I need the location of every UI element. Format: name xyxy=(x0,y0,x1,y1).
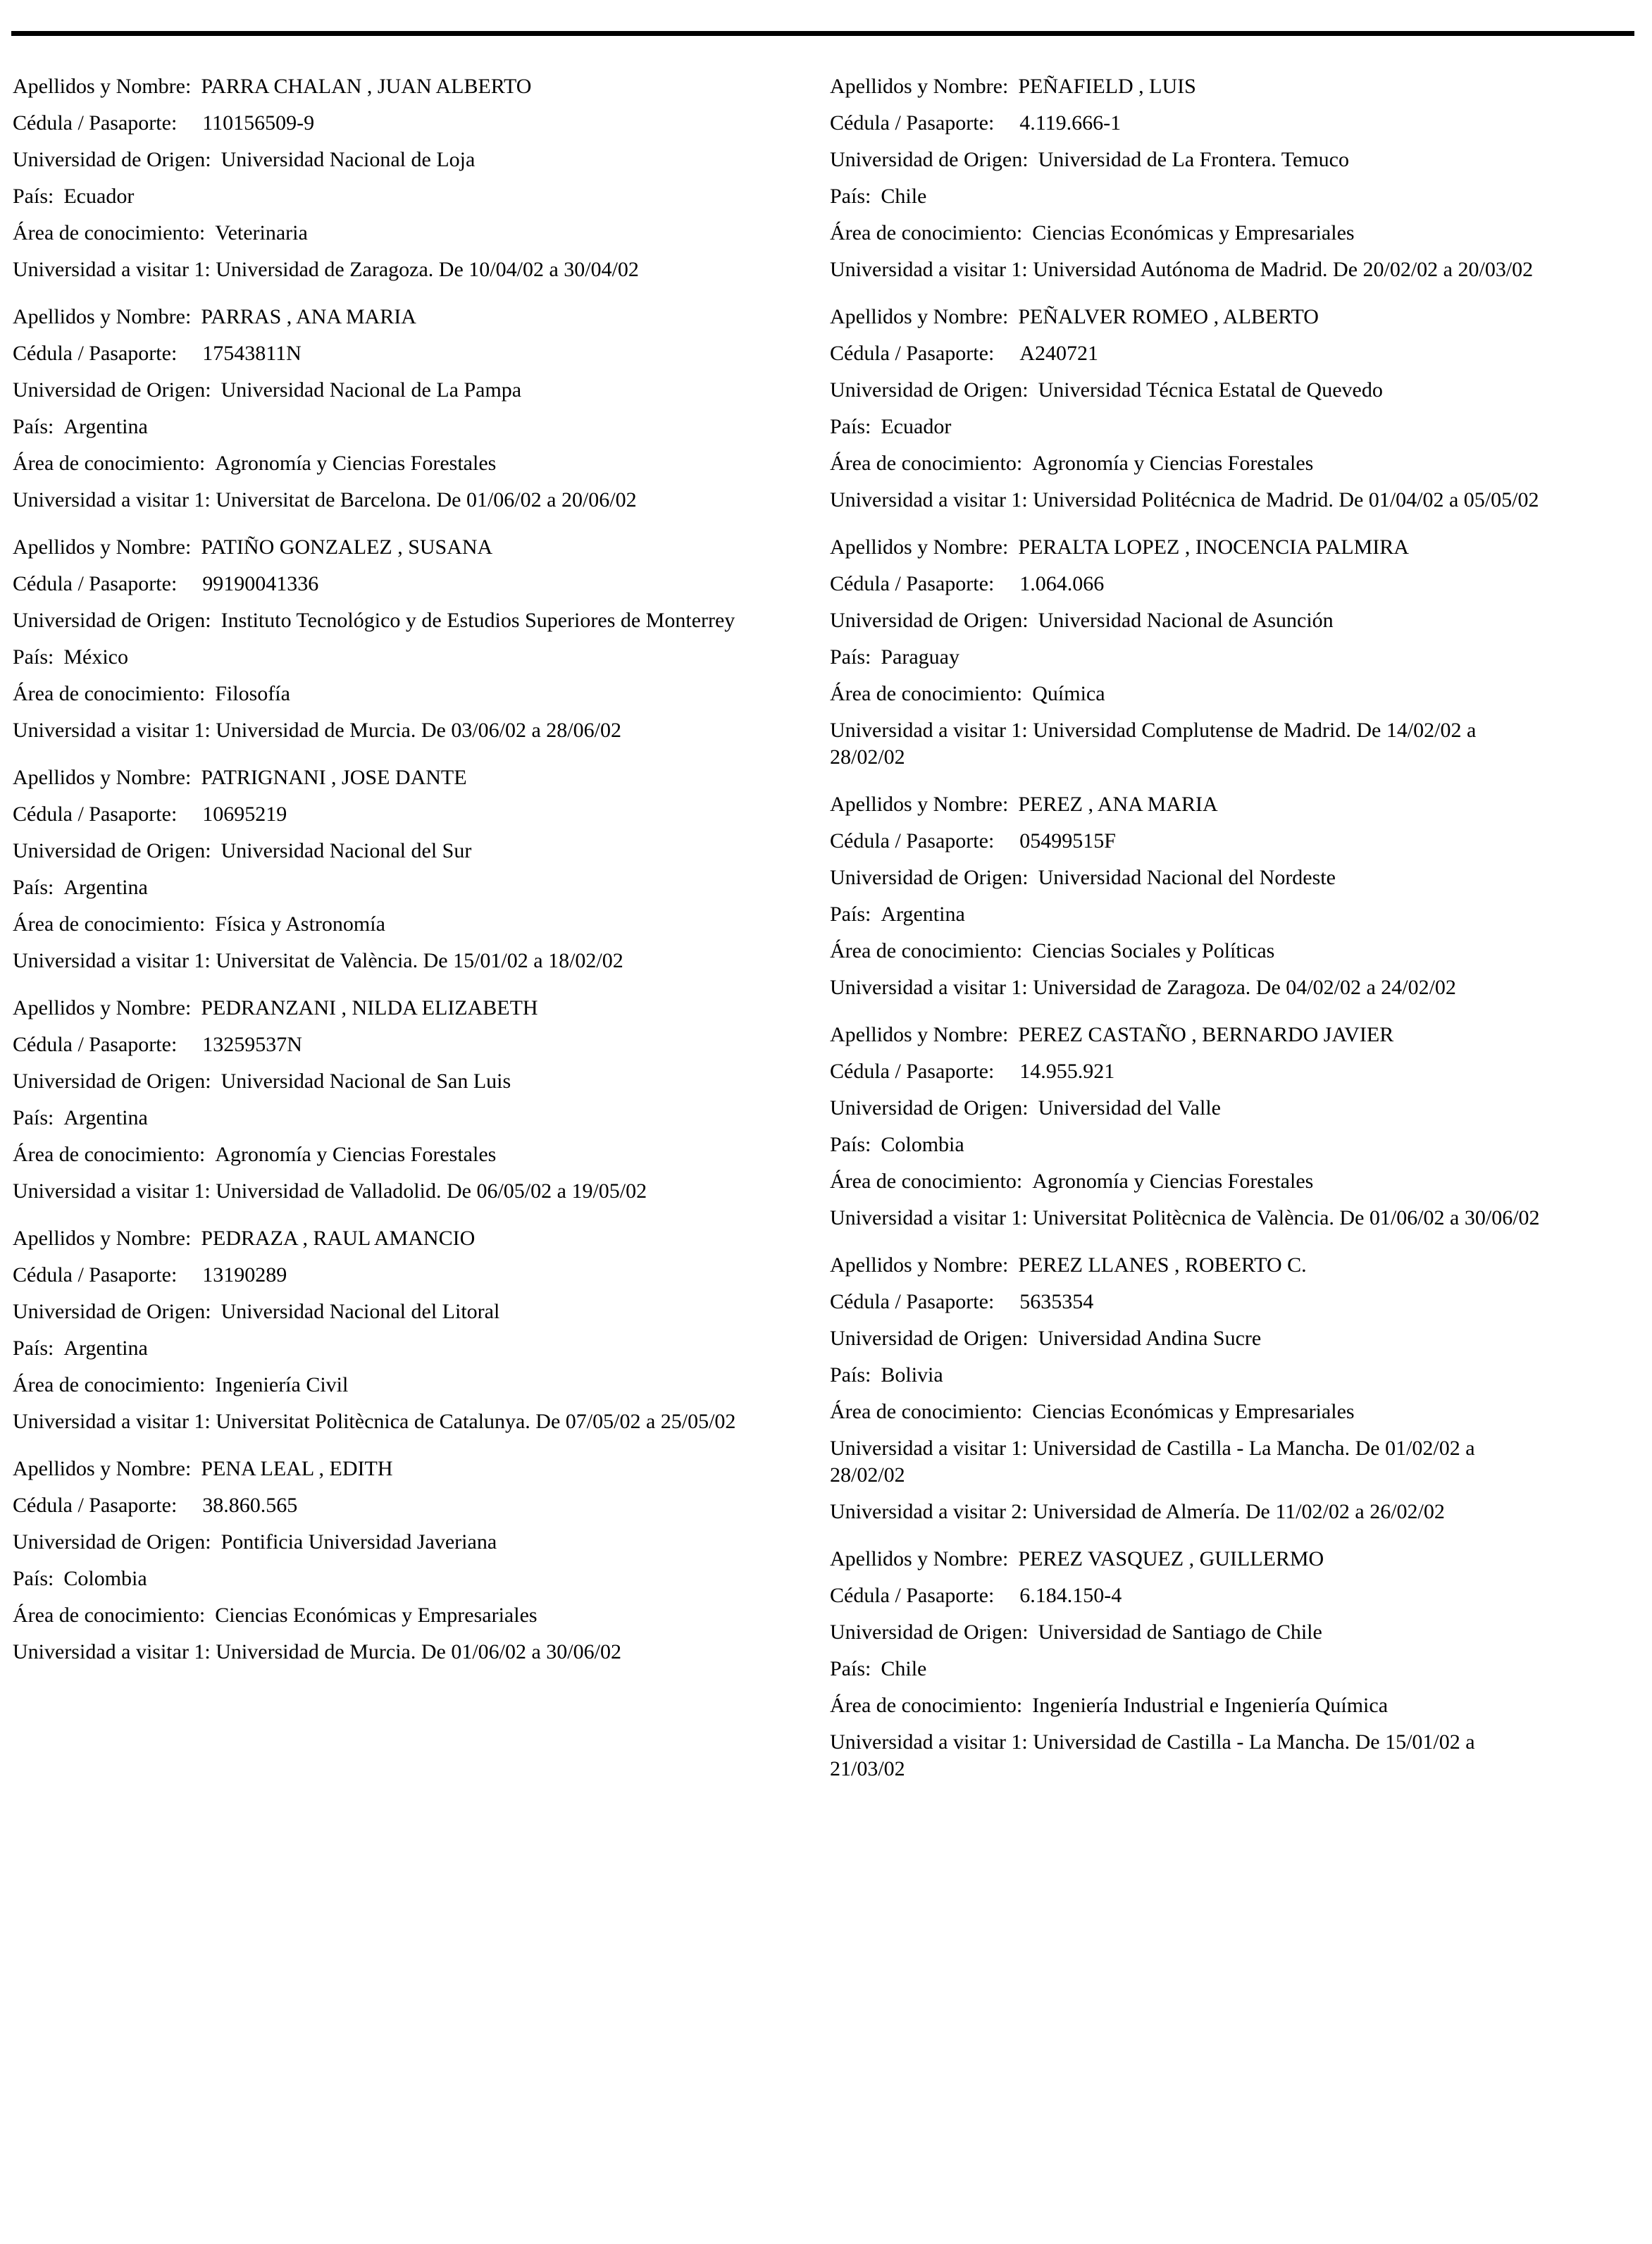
country-label: País: xyxy=(13,1567,54,1590)
record-entry xyxy=(13,73,816,283)
id-value: 14.955.921 xyxy=(1019,1060,1115,1083)
id-value: 05499515F xyxy=(1019,829,1116,853)
origin-value: Universidad Nacional de Asunción xyxy=(1038,609,1334,632)
visit-row: Universidad a visitar 1: Universidad de Castilla - La Mancha. De 01/02/02 a 28/02/02 xyxy=(830,1437,1475,1487)
id-label: Cédula / Pasaporte: xyxy=(830,572,995,595)
origin-label: Universidad de Origen: xyxy=(13,609,211,632)
id-value: 1.064.066 xyxy=(1019,572,1105,595)
name-label: Apellidos y Nombre: xyxy=(13,75,192,98)
area-label: Área de conocimiento: xyxy=(830,939,1023,962)
origin-label: Universidad de Origen: xyxy=(13,1070,211,1093)
area-label: Área de conocimiento: xyxy=(13,682,206,705)
name-value: PEREZ CASTAÑO , BERNARDO JAVIER xyxy=(1018,1023,1394,1046)
name-row xyxy=(830,1022,1640,1048)
visit-row: Universidad a visitar 1: Universidad Politécnica de Madrid. De 01/04/02 a 05/05/02 xyxy=(830,488,1539,512)
name-value: PEREZ VASQUEZ , GUILLERMO xyxy=(1018,1547,1324,1570)
area-value: Agronomía y Ciencias Forestales xyxy=(1032,452,1314,475)
country-label: País: xyxy=(830,903,871,926)
origin-value: Universidad Nacional de La Pampa xyxy=(221,378,522,402)
origin-row xyxy=(13,1298,816,1325)
origin-row xyxy=(830,377,1640,404)
id-row xyxy=(13,110,816,137)
country-label: País: xyxy=(13,876,54,899)
country-label: País: xyxy=(13,645,54,669)
top-rule xyxy=(11,31,1634,36)
id-value: 6.184.150-4 xyxy=(1019,1584,1122,1607)
country-value: Ecuador xyxy=(63,185,135,208)
country-label: País: xyxy=(830,1657,871,1680)
visit-row: Universidad a visitar 1: Universidad de Castilla - La Mancha. De 15/01/02 a 21/03/02 xyxy=(830,1730,1475,1780)
area-value: Agronomía y Ciencias Forestales xyxy=(215,1143,497,1166)
name-row xyxy=(830,791,1640,818)
origin-value: Universidad de La Frontera. Temuco xyxy=(1038,148,1349,171)
country-row xyxy=(13,414,816,440)
origin-label: Universidad de Origen: xyxy=(830,148,1029,171)
id-label: Cédula / Pasaporte: xyxy=(830,111,995,135)
name-label: Apellidos y Nombre: xyxy=(830,1547,1009,1570)
record-entry xyxy=(830,791,1640,1001)
name-value: PEDRAZA , RAUL AMANCIO xyxy=(201,1227,476,1250)
id-row xyxy=(830,340,1640,367)
country-row xyxy=(13,1105,816,1132)
id-row xyxy=(13,801,816,828)
origin-row xyxy=(13,607,816,634)
origin-label: Universidad de Origen: xyxy=(13,1300,211,1323)
visit-row: Universidad a visitar 1: Universidad de Zaragoza. De 04/02/02 a 24/02/02 xyxy=(830,976,1456,999)
id-row xyxy=(13,340,816,367)
origin-label: Universidad de Origen: xyxy=(830,609,1029,632)
area-value: Ciencias Económicas y Empresariales xyxy=(1032,1400,1355,1423)
origin-label: Universidad de Origen: xyxy=(13,839,211,862)
record-entry xyxy=(830,304,1640,514)
id-label: Cédula / Pasaporte: xyxy=(13,111,178,135)
record-entry xyxy=(830,1022,1640,1232)
record-entry xyxy=(13,304,816,514)
id-label: Cédula / Pasaporte: xyxy=(13,1494,178,1517)
id-value: 38.860.565 xyxy=(202,1494,298,1517)
area-value: Física y Astronomía xyxy=(215,912,385,936)
name-value: PATIÑO GONZALEZ , SUSANA xyxy=(201,535,493,559)
origin-label: Universidad de Origen: xyxy=(830,1620,1029,1644)
id-row xyxy=(830,828,1640,855)
origin-label: Universidad de Origen: xyxy=(830,1327,1029,1350)
record-entry xyxy=(13,1456,816,1666)
visit-row: Universidad a visitar 1: Universidad de Zaragoza. De 10/04/02 a 30/04/02 xyxy=(13,258,639,281)
name-value: PEREZ , ANA MARIA xyxy=(1018,793,1218,816)
id-label: Cédula / Pasaporte: xyxy=(830,829,995,853)
area-row xyxy=(830,938,1640,965)
name-row xyxy=(830,1546,1640,1573)
id-row xyxy=(13,1492,816,1519)
id-label: Cédula / Pasaporte: xyxy=(830,1584,995,1607)
origin-row xyxy=(13,377,816,404)
visit-row: Universidad a visitar 1: Universidad de Murcia. De 01/06/02 a 30/06/02 xyxy=(13,1640,621,1663)
name-row xyxy=(13,764,816,791)
record-entry xyxy=(830,1546,1640,1783)
country-row xyxy=(830,1362,1640,1389)
area-value: Ciencias Económicas y Empresariales xyxy=(1032,221,1355,244)
name-row xyxy=(13,1225,816,1252)
area-row xyxy=(13,681,816,707)
id-value: 17543811N xyxy=(202,342,302,365)
origin-value: Universidad Nacional de San Luis xyxy=(221,1070,511,1093)
id-value: 13190289 xyxy=(202,1263,287,1287)
country-value: Paraguay xyxy=(881,645,959,669)
country-value: Chile xyxy=(881,185,927,208)
visit-row: Universidad a visitar 1: Universitat Politècnica de Catalunya. De 07/05/02 a 25/05/02 xyxy=(13,1410,736,1433)
area-label: Área de conocimiento: xyxy=(830,1170,1023,1193)
record-entry xyxy=(830,73,1640,283)
area-value: Agronomía y Ciencias Forestales xyxy=(1032,1170,1314,1193)
country-row xyxy=(13,1566,816,1592)
country-value: Chile xyxy=(881,1657,927,1680)
id-row xyxy=(830,110,1640,137)
origin-label: Universidad de Origen: xyxy=(830,1096,1029,1120)
origin-label: Universidad de Origen: xyxy=(13,148,211,171)
name-label: Apellidos y Nombre: xyxy=(830,305,1009,328)
area-value: Ciencias Sociales y Políticas xyxy=(1032,939,1275,962)
origin-value: Pontificia Universidad Javeriana xyxy=(221,1530,497,1554)
id-value: 10695219 xyxy=(202,802,287,826)
area-row xyxy=(830,450,1640,477)
country-row xyxy=(830,901,1640,928)
origin-row xyxy=(13,147,816,173)
id-value: 110156509-9 xyxy=(202,111,315,135)
name-value: PEÑALVER ROMEO , ALBERTO xyxy=(1018,305,1319,328)
area-value: Filosofía xyxy=(215,682,290,705)
name-value: PARRAS , ANA MARIA xyxy=(201,305,416,328)
id-value: 4.119.666-1 xyxy=(1019,111,1122,135)
origin-row xyxy=(830,1325,1640,1352)
country-label: País: xyxy=(830,1363,871,1387)
country-value: Argentina xyxy=(63,876,148,899)
country-value: Argentina xyxy=(63,1106,148,1129)
area-row xyxy=(830,1168,1640,1195)
country-row xyxy=(830,644,1640,671)
country-row xyxy=(830,1656,1640,1682)
country-label: País: xyxy=(830,415,871,438)
country-row xyxy=(830,183,1640,210)
name-value: PERALTA LOPEZ , INOCENCIA PALMIRA xyxy=(1018,535,1409,559)
id-row xyxy=(13,1031,816,1058)
area-label: Área de conocimiento: xyxy=(830,452,1023,475)
area-label: Área de conocimiento: xyxy=(830,1694,1023,1717)
area-value: Ciencias Económicas y Empresariales xyxy=(215,1604,538,1627)
origin-row xyxy=(13,1068,816,1095)
country-value: Colombia xyxy=(63,1567,147,1590)
visit-row: Universidad a visitar 1: Universidad de Valladolid. De 06/05/02 a 19/05/02 xyxy=(13,1179,647,1203)
area-label: Área de conocimiento: xyxy=(13,221,206,244)
origin-value: Instituto Tecnológico y de Estudios Superiores de Monterrey xyxy=(221,609,735,632)
country-label: País: xyxy=(13,415,54,438)
id-label: Cédula / Pasaporte: xyxy=(13,572,178,595)
visit-row: Universidad a visitar 1: Universitat Politècnica de València. De 01/06/02 a 30/06/02 xyxy=(830,1206,1540,1229)
area-row xyxy=(13,911,816,938)
name-row xyxy=(13,1456,816,1482)
origin-row xyxy=(830,147,1640,173)
name-value: PEÑAFIELD , LUIS xyxy=(1018,75,1196,98)
country-label: País: xyxy=(830,645,871,669)
name-label: Apellidos y Nombre: xyxy=(13,305,192,328)
area-label: Área de conocimiento: xyxy=(13,452,206,475)
name-row xyxy=(13,73,816,100)
country-value: Argentina xyxy=(63,1337,148,1360)
name-row xyxy=(830,73,1640,100)
id-label: Cédula / Pasaporte: xyxy=(13,1263,178,1287)
visit-row: Universidad a visitar 1: Universidad de Murcia. De 03/06/02 a 28/06/02 xyxy=(13,719,621,742)
area-row xyxy=(830,1399,1640,1425)
id-value: 99190041336 xyxy=(202,572,319,595)
country-row xyxy=(13,183,816,210)
origin-value: Universidad Nacional del Sur xyxy=(221,839,472,862)
origin-row xyxy=(13,838,816,864)
area-label: Área de conocimiento: xyxy=(13,912,206,936)
country-value: Argentina xyxy=(63,415,148,438)
area-row xyxy=(13,1602,816,1629)
name-row xyxy=(13,534,816,561)
origin-label: Universidad de Origen: xyxy=(13,1530,211,1554)
area-row xyxy=(830,220,1640,247)
right-column xyxy=(830,73,1640,1803)
area-value: Agronomía y Ciencias Forestales xyxy=(215,452,497,475)
id-row xyxy=(13,571,816,597)
origin-value: Universidad Nacional del Litoral xyxy=(221,1300,500,1323)
name-row xyxy=(830,534,1640,561)
record-entry xyxy=(13,1225,816,1435)
name-label: Apellidos y Nombre: xyxy=(830,75,1009,98)
area-value: Ingeniería Civil xyxy=(215,1373,349,1396)
country-row xyxy=(830,1132,1640,1158)
country-row xyxy=(13,644,816,671)
visit-row: Universidad a visitar 1: Universitat de València. De 15/01/02 a 18/02/02 xyxy=(13,949,623,972)
origin-row xyxy=(13,1529,816,1556)
id-row xyxy=(830,1582,1640,1609)
area-row xyxy=(13,450,816,477)
area-label: Área de conocimiento: xyxy=(13,1143,206,1166)
record-entry xyxy=(830,1252,1640,1525)
country-label: País: xyxy=(13,185,54,208)
country-row xyxy=(13,874,816,901)
origin-label: Universidad de Origen: xyxy=(13,378,211,402)
country-label: País: xyxy=(830,1133,871,1156)
record-entry xyxy=(13,995,816,1205)
name-value: PATRIGNANI , JOSE DANTE xyxy=(201,766,467,789)
id-row xyxy=(830,1058,1640,1085)
country-label: País: xyxy=(13,1337,54,1360)
area-row xyxy=(830,1692,1640,1719)
id-label: Cédula / Pasaporte: xyxy=(13,342,178,365)
id-row xyxy=(13,1262,816,1289)
origin-row xyxy=(830,864,1640,891)
country-row xyxy=(13,1335,816,1362)
visit-row: Universidad a visitar 1: Universidad Autónoma de Madrid. De 20/02/02 a 20/03/02 xyxy=(830,258,1534,281)
name-value: PENA LEAL , EDITH xyxy=(201,1457,393,1480)
area-label: Área de conocimiento: xyxy=(13,1604,206,1627)
area-value: Ingeniería Industrial e Ingeniería Química xyxy=(1032,1694,1389,1717)
origin-value: Universidad del Valle xyxy=(1038,1096,1221,1120)
origin-value: Universidad Nacional de Loja xyxy=(221,148,476,171)
id-label: Cédula / Pasaporte: xyxy=(830,342,995,365)
name-label: Apellidos y Nombre: xyxy=(13,996,192,1019)
record-entry xyxy=(13,764,816,974)
name-label: Apellidos y Nombre: xyxy=(13,766,192,789)
name-label: Apellidos y Nombre: xyxy=(13,535,192,559)
country-value: Colombia xyxy=(881,1133,964,1156)
area-label: Área de conocimiento: xyxy=(830,1400,1023,1423)
name-label: Apellidos y Nombre: xyxy=(830,1023,1009,1046)
name-label: Apellidos y Nombre: xyxy=(13,1457,192,1480)
name-label: Apellidos y Nombre: xyxy=(13,1227,192,1250)
country-value: Ecuador xyxy=(881,415,952,438)
name-value: PEDRANZANI , NILDA ELIZABETH xyxy=(201,996,538,1019)
id-row xyxy=(830,571,1640,597)
area-label: Área de conocimiento: xyxy=(830,682,1023,705)
name-label: Apellidos y Nombre: xyxy=(830,535,1009,559)
left-column xyxy=(13,73,816,1686)
visit-row: Universidad a visitar 2: Universidad de Almería. De 11/02/02 a 26/02/02 xyxy=(830,1500,1445,1523)
origin-row xyxy=(830,607,1640,634)
area-row xyxy=(13,220,816,247)
id-label: Cédula / Pasaporte: xyxy=(13,802,178,826)
country-value: México xyxy=(63,645,128,669)
id-label: Cédula / Pasaporte: xyxy=(830,1290,995,1313)
name-value: PARRA CHALAN , JUAN ALBERTO xyxy=(201,75,532,98)
origin-row xyxy=(830,1095,1640,1122)
name-row xyxy=(13,995,816,1022)
origin-value: Universidad de Santiago de Chile xyxy=(1038,1620,1322,1644)
area-label: Área de conocimiento: xyxy=(13,1373,206,1396)
visit-row: Universidad a visitar 1: Universitat de Barcelona. De 01/06/02 a 20/06/02 xyxy=(13,488,637,512)
area-value: Veterinaria xyxy=(215,221,308,244)
id-label: Cédula / Pasaporte: xyxy=(830,1060,995,1083)
origin-value: Universidad Nacional del Nordeste xyxy=(1038,866,1336,889)
id-row xyxy=(830,1289,1640,1315)
origin-label: Universidad de Origen: xyxy=(830,378,1029,402)
area-value: Química xyxy=(1032,682,1105,705)
name-label: Apellidos y Nombre: xyxy=(830,1253,1009,1277)
id-value: 13259537N xyxy=(202,1033,302,1056)
id-value: A240721 xyxy=(1019,342,1098,365)
record-entry xyxy=(830,534,1640,771)
record-entry xyxy=(13,534,816,744)
area-row xyxy=(830,681,1640,707)
name-row xyxy=(830,1252,1640,1279)
name-row xyxy=(13,304,816,330)
id-label: Cédula / Pasaporte: xyxy=(13,1033,178,1056)
origin-label: Universidad de Origen: xyxy=(830,866,1029,889)
id-value: 5635354 xyxy=(1019,1290,1094,1313)
visit-row: Universidad a visitar 1: Universidad Complutense de Madrid. De 14/02/02 a 28/02/02 xyxy=(830,719,1477,769)
origin-value: Universidad Andina Sucre xyxy=(1038,1327,1262,1350)
area-label: Área de conocimiento: xyxy=(830,221,1023,244)
area-row xyxy=(13,1141,816,1168)
country-value: Bolivia xyxy=(881,1363,943,1387)
name-row xyxy=(830,304,1640,330)
country-label: País: xyxy=(13,1106,54,1129)
origin-row xyxy=(830,1619,1640,1646)
name-value: PEREZ LLANES , ROBERTO C. xyxy=(1018,1253,1307,1277)
area-row xyxy=(13,1372,816,1399)
country-label: País: xyxy=(830,185,871,208)
country-row xyxy=(830,414,1640,440)
country-value: Argentina xyxy=(881,903,965,926)
name-label: Apellidos y Nombre: xyxy=(830,793,1009,816)
origin-value: Universidad Técnica Estatal de Quevedo xyxy=(1038,378,1383,402)
